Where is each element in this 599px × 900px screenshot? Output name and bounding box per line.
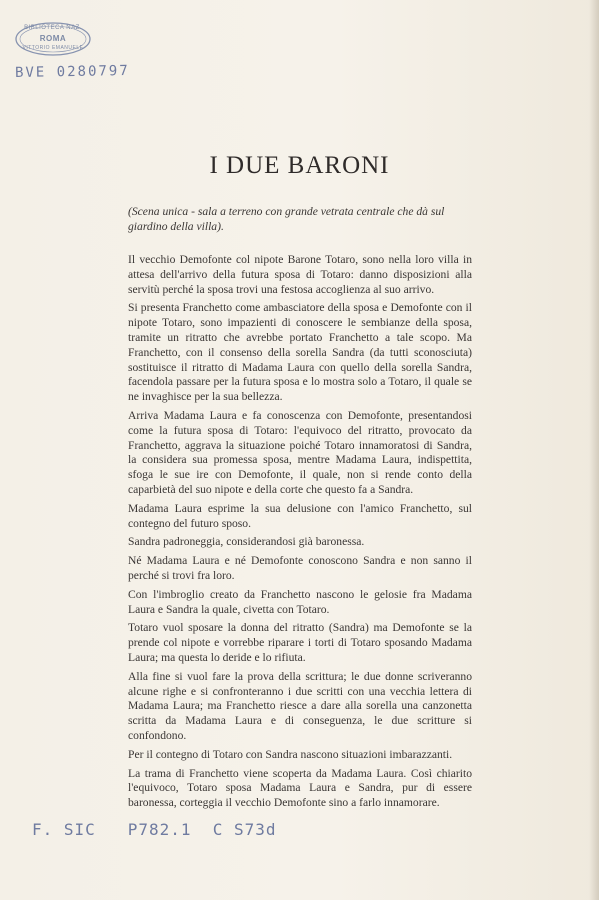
inventory-number: BVE 0280797: [14, 63, 130, 81]
paragraph: Per il contegno di Totaro con Sandra nascono situazioni imbarazzanti.: [128, 747, 453, 761]
synopsis-body: [128, 253, 472, 815]
paragraph: Né Madama Laura e né Demofonte conoscono Sandra e non sanno il perché si trovi fra loro.: [128, 554, 472, 582]
stamp-text-bottom: VITTORIO EMANUELE: [22, 45, 84, 51]
page-edge-shadow: [589, 0, 599, 900]
stamp-text-top: BIBLIOTECA NAZ.: [24, 25, 82, 31]
paragraph: Il vecchio Demofonte col nipote Barone Totaro, sono nella loro villa in attesa dell'arrivo della futura sposa di Totaro: danno disposizioni alla servitù perché la sposa trovi una festosa accoglienza al suo arrivo.: [128, 253, 472, 296]
paragraph: Sandra padroneggia, considerandosi già baronessa.: [128, 535, 365, 549]
scene-note: (Scena unica - sala a terreno con grande vetrata centrale che dà sul giardino della villa).: [128, 205, 445, 233]
stamp-text-city: ROMA: [39, 34, 67, 43]
paragraph: Con l'imbroglio creato da Franchetto nascono le gelosie fra Madama Laura e Sandra la quale, civetta con Totaro.: [128, 587, 472, 616]
paragraph: Alla fine si vuol fare la prova della scrittura; le due donne scriveranno alcune righe e si confronteranno i due scritti con una vecchia lettera di Madama Laura; ma Franchetto riesce a dare alla sorella una canzonetta scritta da Madama Laura e di conseguenza, le due scritture si confondono.: [128, 669, 472, 742]
shelfmark: F. SIC P782.1 C S73d: [32, 820, 277, 839]
page-title: I DUE BARONI: [209, 152, 390, 179]
paragraph: La trama di Franchetto viene scoperta da Madama Laura. Così chiarito l'equivoco, Totaro sposa Madama Laura e Sandra, pur di essere baronessa, corteggia il vecchio Demofonte sino a farlo innamorare.: [128, 766, 472, 810]
library-stamp: [14, 20, 92, 58]
paragraph: Arriva Madama Laura e fa conoscenza con Demofonte, presentandosi come la futura sposa di Totaro: l'equivoco del ritratto, provocato da Franchetto, aggrava la situazione poiché Totaro innamoratosi di Sandra, la considera sua promessa sposa, mentre Madama Laura, indispettita, sfoga le sue ire con Demofonte, il quale, non si rende conto della caparbietà del suo nipote e della corte che questo fa a Sandra.: [128, 408, 472, 496]
paragraph: Totaro vuol sposare la donna del ritratto (Sandra) ma Demofonte se la prende col nipote e vorrebbe riparare i torti di Totaro sposando Madama Laura; ma questa lo deride e lo rifiuta.: [128, 621, 472, 664]
paragraph: Madama Laura esprime la sua delusione con l'amico Franchetto, sul contegno del futuro sposo.: [128, 501, 472, 530]
paragraph: Si presenta Franchetto come ambasciatore della sposa e Demofonte con il nipote Totaro, sono impazienti di conoscere le sembianze della sposa, tramite un ritratto che avrebbe portato Franchetto a tale scopo. Ma Franchetto, con il consenso della sorella Sandra (da tutti sconosciuta) sostituisce il ritratto di Madama Laura con quello della sorella Sandra, facendola passare per la futura sposa e lo mostra solo a Totaro, il quale se ne invaghisce per la sua bellezza.: [128, 301, 472, 404]
